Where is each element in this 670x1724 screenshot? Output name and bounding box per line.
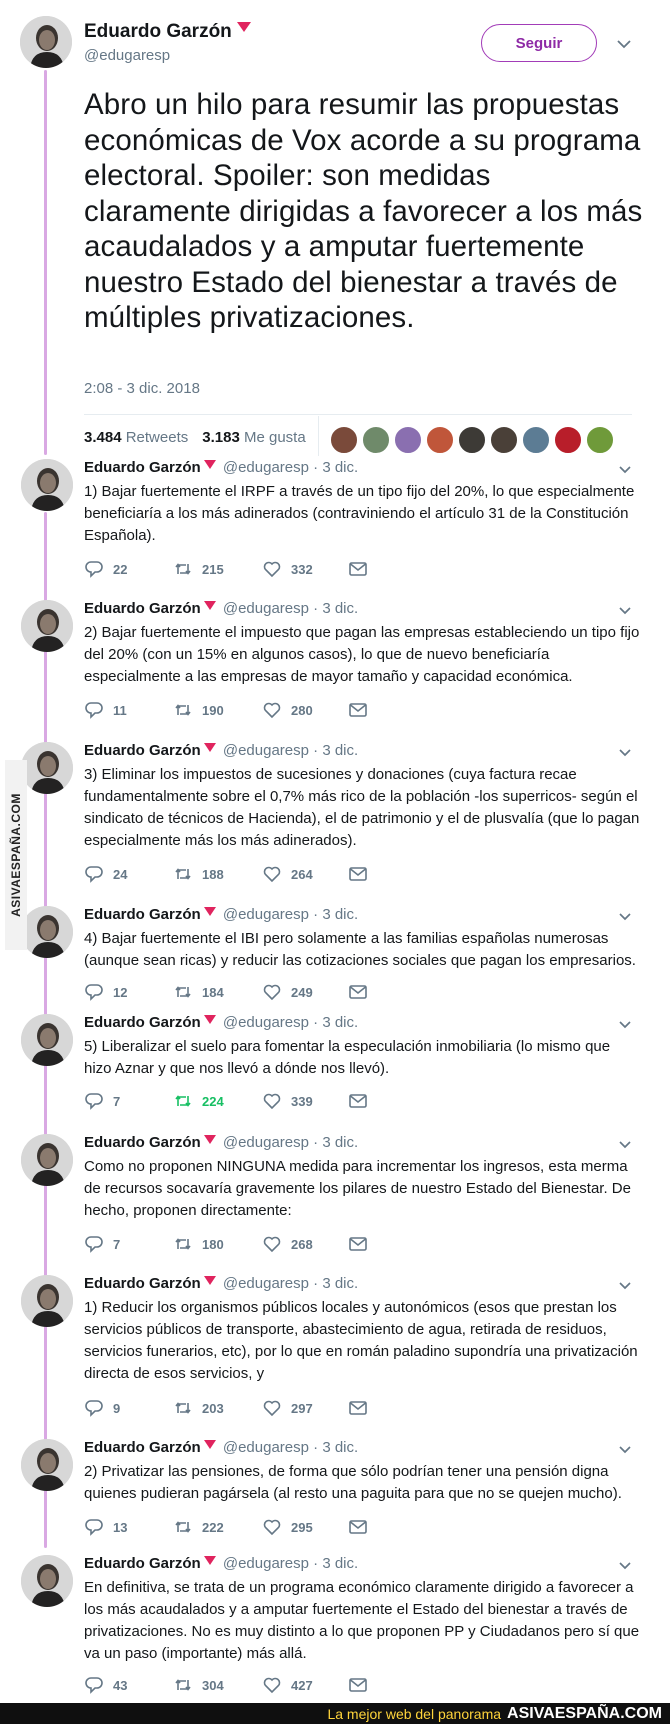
message-action[interactable] [348, 1675, 377, 1695]
author-avatar[interactable] [21, 1439, 73, 1491]
reply-author-name[interactable]: Eduardo Garzón [84, 1275, 201, 1292]
like-action[interactable] [262, 982, 313, 1002]
verified-badge-icon [204, 460, 216, 469]
like-action[interactable] [262, 1091, 313, 1111]
reply-author-handle[interactable]: @edugaresp [222, 1439, 309, 1456]
likes-count[interactable]: 3.183 [202, 429, 240, 446]
retweet-action[interactable] [173, 1517, 224, 1537]
message-action[interactable] [348, 1398, 377, 1418]
reply-date[interactable]: · 3 dic. [313, 1014, 359, 1031]
main-tweet-text: Abro un hilo para resumir las propuestas económicas de Vox acorde a su programa electoral. Spoiler: son medidas claramente dirigidas a favorecer a los más acaudalados y a amputar fuertemente nuestro Estado del bienestar a través de múltiples privatizaciones. [84, 88, 643, 334]
reply-text: 2) Bajar fuertemente el impuesto que pagan las empresas estableciendo un tipo fijo del 20% (con un 15% en algunos casos), lo que de nuevo beneficiaría especialmente a las empresas de mayor tamaño y capacidad económica. [84, 624, 640, 685]
avatar-photo-icon [21, 1275, 73, 1327]
reply-date[interactable]: · 3 dic. [313, 1275, 359, 1292]
likes-label: Me gusta [243, 429, 306, 446]
reply-icon [84, 1091, 104, 1111]
retweet-icon [173, 982, 193, 1002]
retweet-action[interactable] [173, 1398, 224, 1418]
reply-header [84, 459, 358, 476]
reply-count: 9 [113, 1400, 121, 1416]
retweet-count: 180 [202, 1236, 224, 1252]
chevron-down-icon[interactable] [618, 464, 632, 476]
envelope-icon [348, 982, 368, 1002]
tweet-actions [84, 1234, 384, 1256]
like-count: 339 [291, 1093, 313, 1109]
reply-header [84, 1439, 358, 1456]
reply-text: 4) Bajar fuertemente el IBI pero solamente a las familias españolas numerosas (aunque sean ricas) y reducir las cotizaciones sociales que pagan los empresarios. [84, 930, 636, 969]
retweet-count: 304 [202, 1677, 224, 1693]
chevron-down-icon[interactable] [618, 911, 632, 923]
footer-site-link[interactable]: ASIVAESPAÑA.COM [507, 1704, 662, 1722]
side-watermark [4, 760, 26, 950]
reply-count: 11 [113, 702, 127, 718]
liker-avatar[interactable] [330, 426, 358, 454]
like-action[interactable] [262, 1675, 313, 1695]
reply-text: 5) Liberalizar el suelo para fomentar la especulación inmobiliaria (lo mismo que hizo Aznar y que nos llevó a dónde nos llevó). [84, 1038, 611, 1077]
reply-count: 12 [113, 984, 128, 1000]
heart-icon [262, 864, 282, 884]
liker-avatar[interactable] [586, 426, 614, 454]
message-action[interactable] [348, 982, 377, 1002]
reply-action[interactable] [84, 1234, 120, 1254]
like-count: 295 [291, 1519, 313, 1535]
envelope-icon [348, 1675, 368, 1695]
chevron-down-icon[interactable] [618, 1139, 632, 1151]
tweet-actions [84, 1398, 384, 1420]
reply-text: 1) Bajar fuertemente el IRPF a través de un tipo fijo del 20%, lo que especialmente beneficiaría a los más adinerados (contraviniendo el artículo 31 de la Constitución Española). [84, 483, 635, 544]
retweet-action[interactable] [173, 864, 224, 884]
verified-badge-icon [204, 1440, 216, 1449]
thread-line [44, 70, 47, 455]
reply-author-handle[interactable]: @edugaresp [222, 1014, 309, 1031]
reply-author-name[interactable]: Eduardo Garzón [84, 1439, 201, 1456]
avatar-photo-icon [21, 742, 73, 794]
like-count: 297 [291, 1400, 313, 1416]
reply-icon [84, 982, 104, 1002]
verified-badge-icon [204, 1276, 216, 1285]
retweet-icon [173, 1091, 193, 1111]
reply-icon [84, 1398, 104, 1418]
message-action[interactable] [348, 1517, 377, 1537]
reply-author-handle[interactable]: @edugaresp [222, 906, 309, 923]
reply-author-name[interactable]: Eduardo Garzón [84, 459, 201, 476]
reply-icon [84, 1675, 104, 1695]
reply-icon [84, 1517, 104, 1537]
chevron-down-icon[interactable] [618, 1560, 632, 1572]
heart-icon [262, 1398, 282, 1418]
liker-avatar[interactable] [522, 426, 550, 454]
verified-badge-icon [204, 601, 216, 610]
liker-avatar[interactable] [362, 426, 390, 454]
envelope-icon [348, 559, 368, 579]
author-avatar[interactable] [21, 1134, 73, 1186]
envelope-icon [348, 1517, 368, 1537]
reply-count: 22 [113, 561, 128, 577]
author-avatar[interactable] [21, 1555, 73, 1607]
reply-header [84, 1134, 358, 1151]
retweet-icon [173, 864, 193, 884]
reply-count: 43 [113, 1677, 128, 1693]
reply-text: 2) Privatizar las pensiones, de forma que sólo podrían tener una pensión digna quienes pudieran pagársela (al resto una paguita para que no se quejen mucho). [84, 1463, 622, 1502]
follow-button[interactable]: Seguir [481, 24, 597, 62]
chevron-down-icon[interactable] [618, 605, 632, 617]
envelope-icon [348, 864, 368, 884]
reply-author-handle[interactable]: @edugaresp [222, 459, 309, 476]
reply-count: 13 [113, 1519, 128, 1535]
heart-icon [262, 1517, 282, 1537]
chevron-down-icon[interactable] [618, 1280, 632, 1292]
main-tweet-timestamp[interactable]: 2:08 - 3 dic. 2018 [84, 380, 200, 397]
message-action[interactable] [348, 1234, 377, 1254]
reply-author-name[interactable]: Eduardo Garzón [84, 1134, 201, 1151]
verified-badge-icon [204, 907, 216, 916]
reply-author-handle[interactable]: @edugaresp [222, 1275, 309, 1292]
avatar-photo-icon [21, 1439, 73, 1491]
message-action[interactable] [348, 864, 377, 884]
reply-action[interactable] [84, 1517, 127, 1537]
tweet-actions [84, 559, 384, 581]
reply-action[interactable] [84, 1091, 120, 1111]
author-avatar[interactable] [21, 1014, 73, 1066]
reply-date[interactable]: · 3 dic. [313, 1555, 359, 1572]
like-action[interactable] [262, 864, 313, 884]
tweet-actions [84, 982, 384, 1004]
author-avatar[interactable] [21, 600, 73, 652]
reply-text: Como no proponen NINGUNA medida para incrementar los ingresos, esta merma de recursos socavaría gravemente los pilares de nuestro Estado del Bienestar. De hecho, proponen directamente: [84, 1158, 631, 1219]
like-action[interactable] [262, 1517, 313, 1537]
avatar-photo-icon [21, 1555, 73, 1607]
reply-author-name[interactable]: Eduardo Garzón [84, 600, 201, 617]
reply-author-name[interactable]: Eduardo Garzón [84, 1555, 201, 1572]
tweet-actions [84, 1517, 384, 1539]
reply-author-name[interactable]: Eduardo Garzón [84, 906, 201, 923]
retweets-label: Retweets [125, 429, 189, 446]
like-count: 264 [291, 866, 313, 882]
retweet-icon [173, 1398, 193, 1418]
author-avatar[interactable] [21, 906, 73, 958]
reply-author-name[interactable]: Eduardo Garzón [84, 1014, 201, 1031]
chevron-down-icon[interactable] [618, 747, 632, 759]
chevron-down-icon[interactable] [618, 1019, 632, 1031]
like-action[interactable] [262, 1398, 313, 1418]
liker-avatar[interactable] [554, 426, 582, 454]
retweet-action[interactable] [173, 1675, 224, 1695]
retweet-action[interactable] [173, 559, 224, 579]
author-handle[interactable]: @edugaresp [84, 47, 171, 64]
watermark-text: ASIVAESPAÑA.COM [5, 760, 27, 950]
author-avatar[interactable] [20, 16, 72, 68]
liker-avatar[interactable] [490, 426, 518, 454]
author-avatar[interactable] [21, 1275, 73, 1327]
retweet-icon [173, 1234, 193, 1254]
message-action[interactable] [348, 700, 377, 720]
liker-avatar[interactable] [458, 426, 486, 454]
engagement-stats [84, 429, 306, 446]
reply-author-handle[interactable]: @edugaresp [222, 742, 309, 759]
envelope-icon [348, 1091, 368, 1111]
verified-badge-icon [204, 743, 216, 752]
heart-icon [262, 1675, 282, 1695]
like-action[interactable] [262, 700, 313, 720]
reply-header [84, 742, 358, 759]
heart-icon [262, 700, 282, 720]
author-avatar[interactable] [21, 742, 73, 794]
author-name[interactable] [84, 21, 251, 43]
chevron-down-icon[interactable] [618, 1444, 632, 1456]
avatar-photo-icon [21, 906, 73, 958]
reply-text: 3) Eliminar los impuestos de sucesiones y donaciones (cuya factura recae fundamentalmente sobre el 0,7% más rico de la población -los superricos- según el sindicato de técnicos de Hacienda), el de patrimonio y el de plusvalía (que lo pagan especialmente más los más adinerados). [84, 766, 640, 849]
footer-banner [0, 1703, 670, 1724]
retweet-count: 222 [202, 1519, 224, 1535]
heart-icon [262, 559, 282, 579]
chevron-down-icon[interactable] [616, 37, 632, 51]
retweet-action[interactable] [173, 1091, 224, 1111]
retweet-icon [173, 1675, 193, 1695]
heart-icon [262, 982, 282, 1002]
reply-action[interactable] [84, 1398, 120, 1418]
reply-author-handle[interactable]: @edugaresp [222, 600, 309, 617]
like-count: 249 [291, 984, 313, 1000]
liker-avatar[interactable] [426, 426, 454, 454]
reply-date[interactable]: · 3 dic. [313, 1439, 359, 1456]
like-count: 332 [291, 561, 313, 577]
reply-author-handle[interactable]: @edugaresp [222, 1134, 309, 1151]
reply-header [84, 906, 358, 923]
footer-tagline: La mejor web del panorama [327, 1705, 502, 1722]
avatar-photo-icon [21, 1134, 73, 1186]
reply-action[interactable] [84, 559, 127, 579]
avatar-photo-icon [21, 600, 73, 652]
reply-icon [84, 864, 104, 884]
tweet-actions [84, 864, 384, 886]
author-name-text: Eduardo Garzón [84, 21, 232, 42]
verified-badge-icon [237, 22, 251, 32]
reply-icon [84, 559, 104, 579]
avatar-photo-icon [20, 16, 72, 68]
reply-header [84, 1014, 358, 1031]
heart-icon [262, 1234, 282, 1254]
reply-header [84, 1555, 358, 1572]
like-count: 427 [291, 1677, 313, 1693]
retweets-count[interactable]: 3.484 [84, 429, 122, 446]
reply-action[interactable] [84, 1675, 127, 1695]
retweet-count: 188 [202, 866, 224, 882]
reply-count: 24 [113, 866, 128, 882]
retweet-action[interactable] [173, 700, 224, 720]
reply-icon [84, 1234, 104, 1254]
retweet-action[interactable] [173, 1234, 224, 1254]
verified-badge-icon [204, 1556, 216, 1565]
retweet-icon [173, 1517, 193, 1537]
tweet-actions [84, 700, 384, 722]
like-action[interactable] [262, 1234, 313, 1254]
tweet-actions [84, 1675, 384, 1697]
reply-text: En definitiva, se trata de un programa económico claramente dirigido a favorecer a los más acaudalados y a amputar fuertemente el Estado del bienestar a través de privatizaciones. No es muy distinto a lo que proponen PP y Ciudadanos pero sí que va un paso (importante) más allá. [84, 1579, 640, 1662]
envelope-icon [348, 700, 368, 720]
like-action[interactable] [262, 559, 313, 579]
divider [84, 414, 632, 415]
avatar-photo-icon [21, 1014, 73, 1066]
message-action[interactable] [348, 1091, 377, 1111]
reply-header [84, 600, 358, 617]
reply-date[interactable]: · 3 dic. [313, 600, 359, 617]
message-action[interactable] [348, 559, 377, 579]
reply-count: 7 [113, 1093, 121, 1109]
reply-date[interactable]: · 3 dic. [313, 459, 359, 476]
reply-date[interactable]: · 3 dic. [313, 742, 359, 759]
reply-action[interactable] [84, 982, 127, 1002]
reply-count: 7 [113, 1236, 121, 1252]
heart-icon [262, 1091, 282, 1111]
like-count: 268 [291, 1236, 313, 1252]
reply-date[interactable]: · 3 dic. [313, 1134, 359, 1151]
retweet-icon [173, 700, 193, 720]
liker-avatar[interactable] [394, 426, 422, 454]
reply-author-name[interactable]: Eduardo Garzón [84, 742, 201, 759]
verified-badge-icon [204, 1015, 216, 1024]
reply-author-handle[interactable]: @edugaresp [222, 1555, 309, 1572]
reply-action[interactable] [84, 864, 127, 884]
envelope-icon [348, 1398, 368, 1418]
reply-icon [84, 700, 104, 720]
verified-badge-icon [204, 1135, 216, 1144]
reply-header [84, 1275, 358, 1292]
reply-date[interactable]: · 3 dic. [313, 906, 359, 923]
retweet-action[interactable] [173, 982, 224, 1002]
retweet-count: 215 [202, 561, 224, 577]
reply-action[interactable] [84, 700, 127, 720]
author-avatar[interactable] [21, 459, 73, 511]
retweet-count: 203 [202, 1400, 224, 1416]
retweet-icon [173, 559, 193, 579]
retweet-count: 184 [202, 984, 224, 1000]
retweet-count: 224 [202, 1093, 224, 1109]
envelope-icon [348, 1234, 368, 1254]
divider [318, 416, 319, 456]
reply-text: 1) Reducir los organismos públicos locales y autonómicos (esos que prestan los servicios públicos de transporte, abastecimiento de agua, retirada de residuos, servicios funerarios, etc), por lo que en román paladino supondría una privatización directa de esos servicios, y [84, 1299, 638, 1382]
avatar-photo-icon [21, 459, 73, 511]
like-count: 280 [291, 702, 313, 718]
tweet-actions [84, 1091, 384, 1113]
retweet-count: 190 [202, 702, 224, 718]
